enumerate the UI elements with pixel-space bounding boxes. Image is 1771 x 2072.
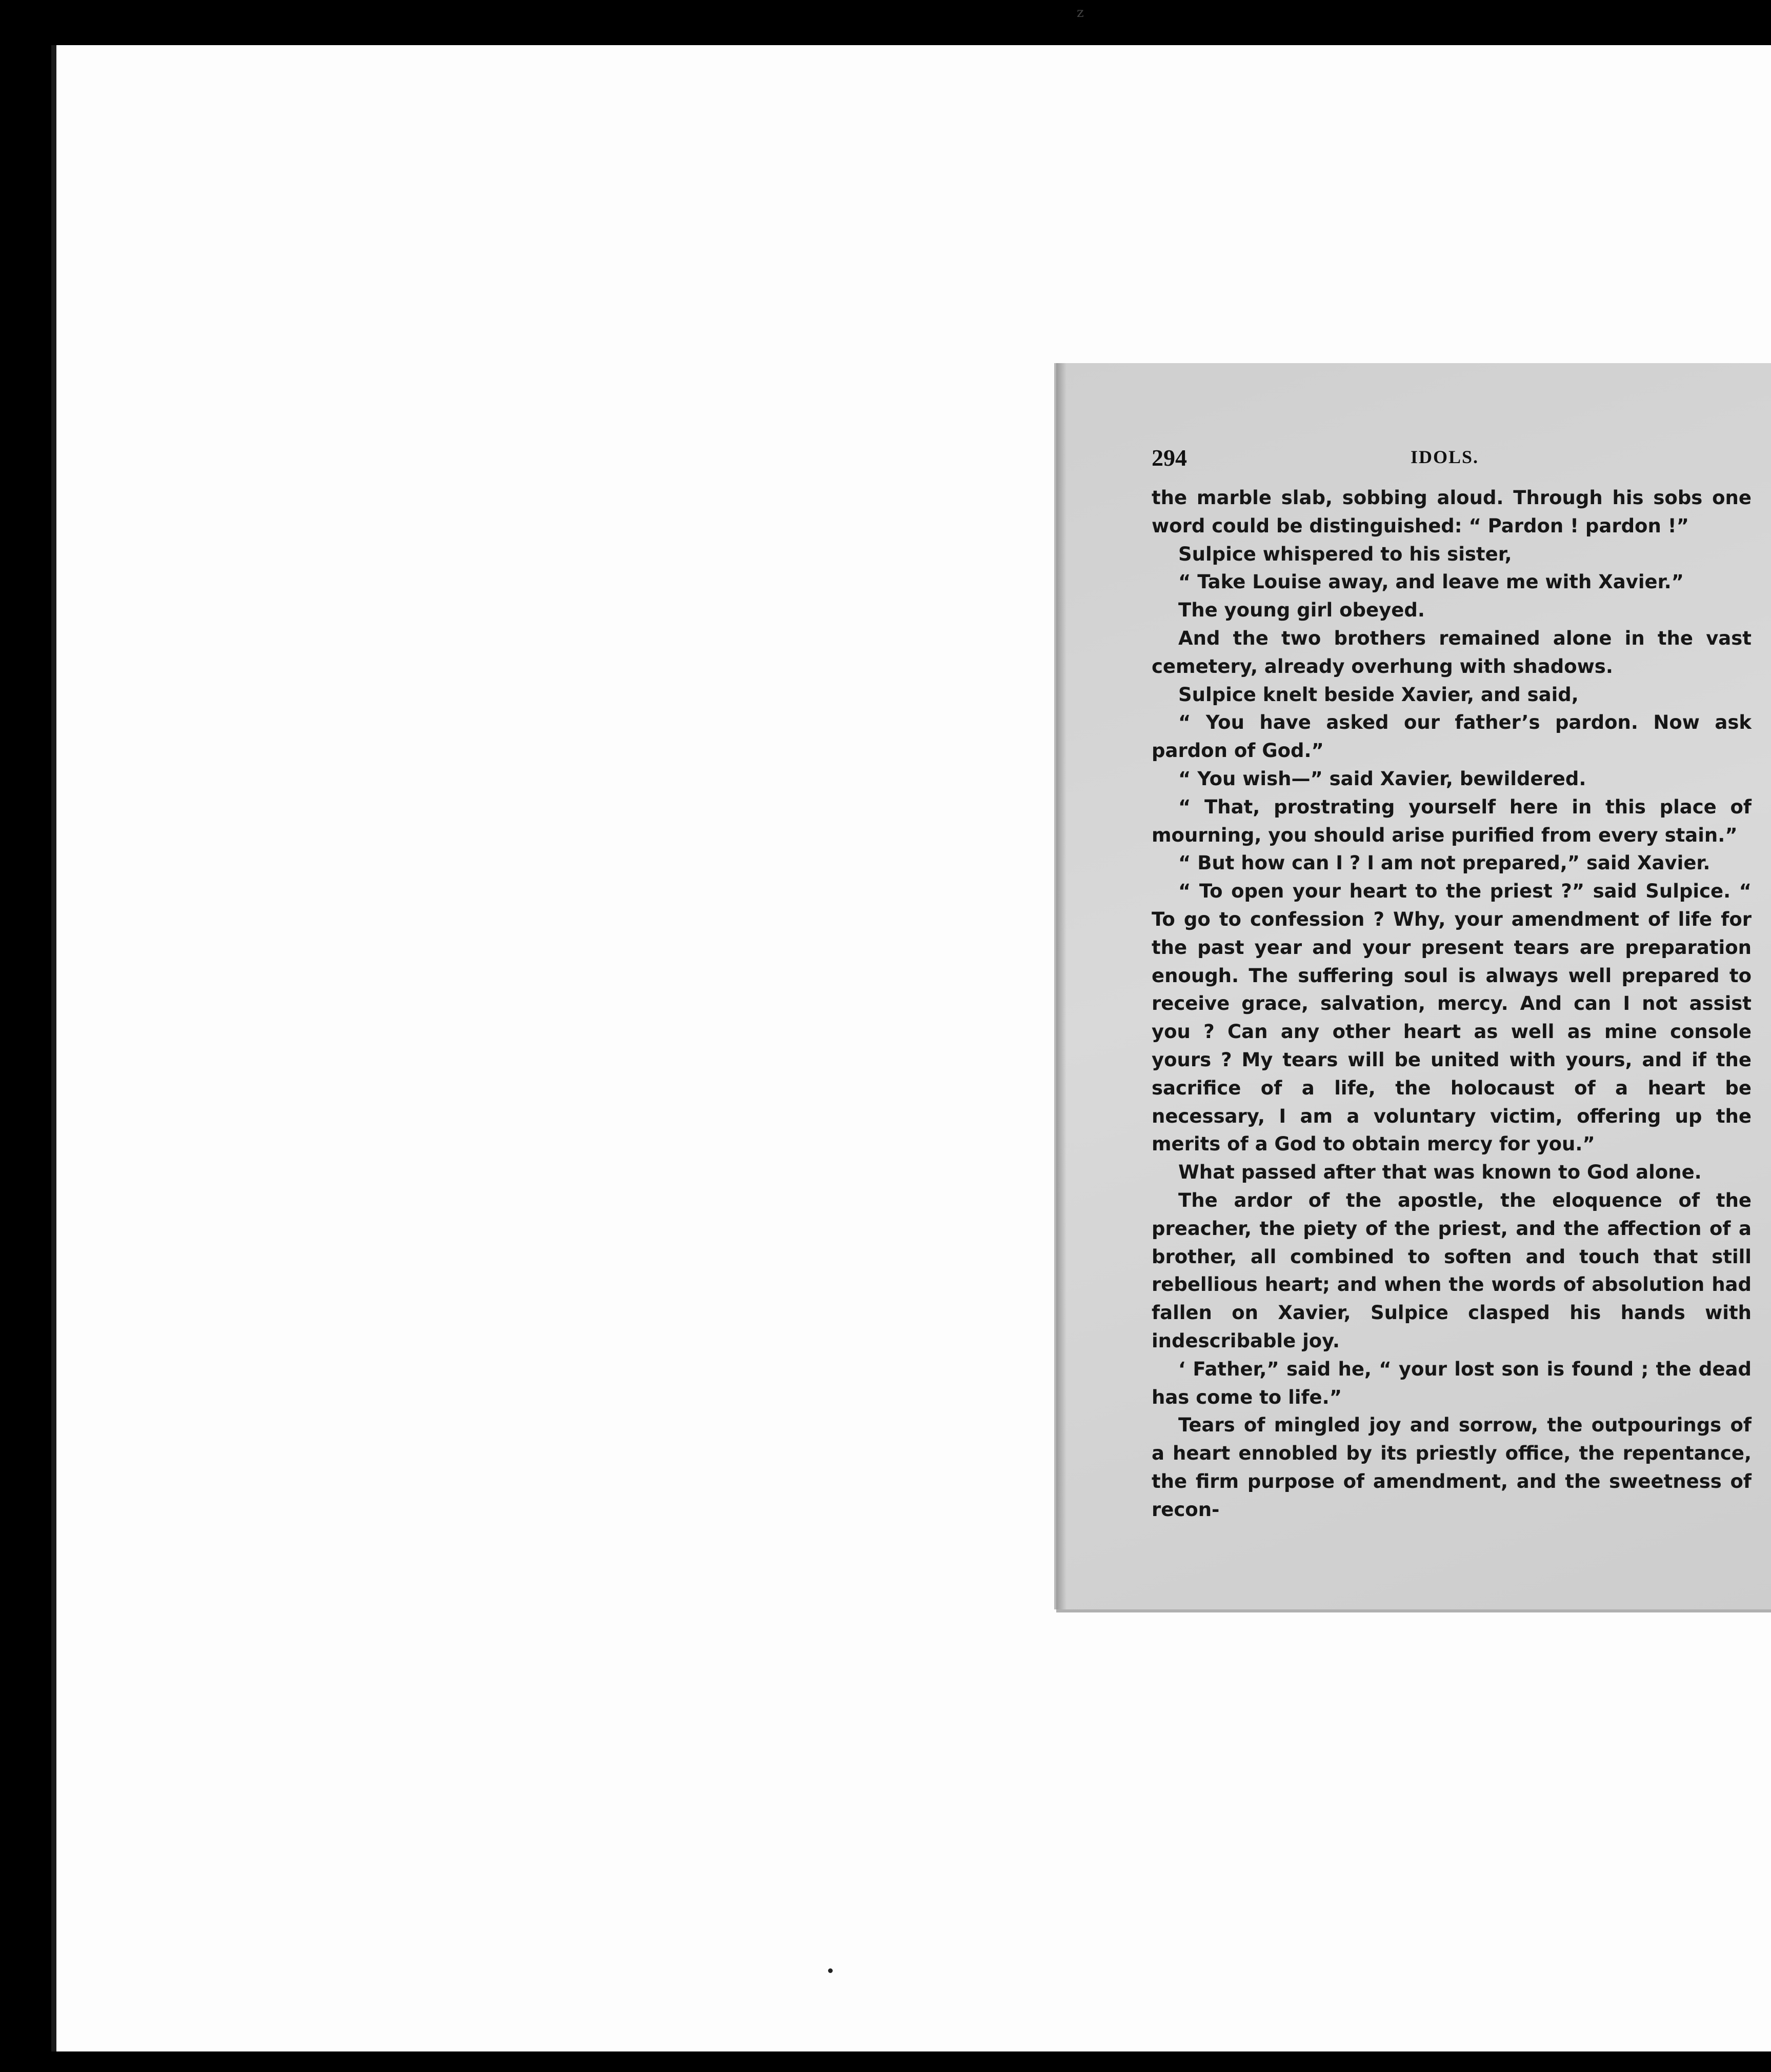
paragraph: And the two brothers remained alone in the vast cemetery, already overhung with shadows.	[1152, 627, 1752, 678]
paragraph: Sulpice knelt beside Xavier, and said,	[1178, 683, 1579, 706]
page-number: 294	[1152, 445, 1187, 471]
paragraph: The young girl obeyed.	[1178, 599, 1425, 622]
scan-speck	[828, 1968, 833, 1973]
paragraph: “ But how can I ? I am not prepared,” said Xavier.	[1178, 852, 1710, 874]
scan-corner-mark: z	[1077, 5, 1084, 21]
body-text	[1152, 484, 1752, 1524]
paragraph: ‘ Father,” said he, “ your lost son is found ; the dead has come to life.”	[1152, 1358, 1752, 1408]
paragraph: “ To open your heart to the priest ?” said Sulpice. “ To go to confession ? Why, your amendment of life for the past year and your present tears are preparation enough. The suffering soul is always well prepared to receive grace, salvation, mercy. And can I not assist you ? Can any other heart as well as mine console yours ? My tears will be united with yours, and if the sacrifice of a life, the holocaust of a heart be necessary, I am a voluntary victim, offering up the merits of a God to obtain mercy for you.”	[1152, 880, 1752, 1155]
paragraph: The ardor of the apostle, the eloquence of the preacher, the piety of the priest, and the affection of a brother, all combined to soften and touch that still rebellious heart; and when the words of absolution had fallen on Xavier, Sulpice clasped his hands with indescribable joy.	[1152, 1189, 1752, 1352]
paragraph: “ You have asked our father’s pardon. Now ask pardon of God.”	[1152, 711, 1752, 762]
paragraph: Sulpice whispered to his sister,	[1178, 543, 1512, 565]
running-head	[1152, 444, 1752, 475]
paragraph: “ You wish—” said Xavier, bewildered.	[1178, 767, 1586, 790]
scan-border-left	[51, 45, 56, 2051]
paragraph: Tears of mingled joy and sorrow, the outpourings of a heart ennobled by its priestly office, the repentance, the firm purpose of amendment, and the sweetness of recon-	[1152, 1414, 1752, 1521]
running-title: IDOLS.	[1411, 447, 1479, 467]
paragraph: the marble slab, sobbing aloud. Through his sobs one word could be distinguished: “ Pardon ! pardon !”	[1152, 487, 1752, 537]
paragraph: “ That, prostrating yourself here in this place of mourning, you should arise purified from every stain.”	[1152, 795, 1752, 846]
book-page	[1056, 363, 1771, 1609]
paragraph: What passed after that was known to God alone.	[1178, 1161, 1702, 1184]
page-gutter-shadow	[1056, 363, 1066, 1609]
paragraph: “ Take Louise away, and leave me with Xavier.”	[1178, 571, 1684, 593]
